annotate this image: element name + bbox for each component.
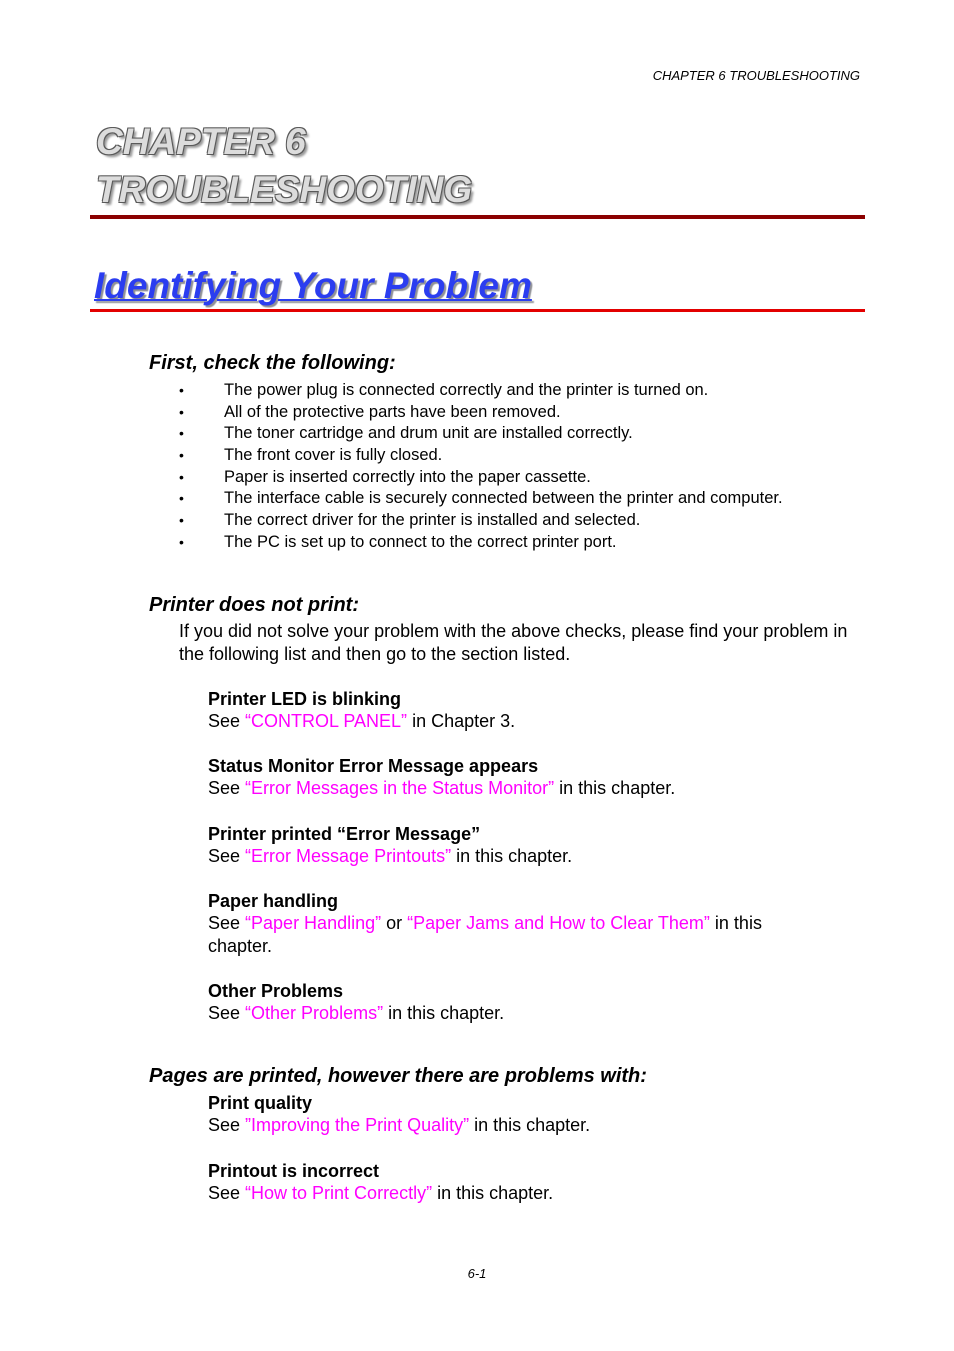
bullet-icon: • (179, 468, 184, 485)
does-not-print-heading: Printer does not print: (149, 594, 359, 616)
list-item-text: The correct driver for the printer is installed and selected. (224, 511, 641, 530)
problem-reference: See “Paper Handling” or “Paper Jams and How to Clear Them” in this chapter. (208, 913, 762, 956)
reference-link[interactable]: “Paper Jams and How to Clear Them” (407, 913, 710, 933)
problem-status-monitor (208, 755, 848, 800)
checklist (0, 380, 783, 554)
problem-reference: See “Error Messages in the Status Monitor” in this chapter. (208, 778, 676, 798)
problem-title: Print quality (208, 1093, 313, 1113)
list-item-text: The power plug is connected correctly and the printer is turned on. (224, 381, 709, 399)
problem-title: Printer printed “Error Message” (208, 824, 481, 844)
problem-title: Other Problems (208, 981, 344, 1001)
reference-link[interactable]: ”Improving the Print Quality” (245, 1115, 470, 1135)
list-item (0, 423, 783, 445)
problem-led-blinking (208, 688, 848, 733)
list-item-text: The front cover is fully closed. (224, 446, 443, 465)
list-item (0, 488, 783, 510)
bullet-icon: • (179, 512, 184, 529)
bullet-icon: • (179, 490, 184, 507)
list-item-text: All of the protective parts have been removed. (224, 402, 561, 421)
page-number: 6-1 (467, 1266, 487, 1281)
list-item-text: The PC is set up to connect to the correct printer port. (224, 532, 617, 551)
reference-link[interactable]: “CONTROL PANEL” (245, 711, 408, 731)
problem-reference: See “How to Print Correctly” in this chapter. (208, 1183, 554, 1203)
list-item-text: Paper is inserted correctly into the paper cassette. (224, 467, 591, 486)
reference-link[interactable]: “Other Problems” (245, 1003, 384, 1023)
chapter-title (96, 118, 472, 214)
list-item-text: The interface cable is securely connected between the printer and computer. (224, 489, 783, 508)
list-item (0, 510, 783, 532)
does-not-print-intro: If you did not solve your problem with the above checks, please find your problem in the following list and then go to the section listed. (179, 621, 848, 664)
list-item (0, 402, 783, 424)
reference-link[interactable]: “Paper Handling” (245, 913, 382, 933)
list-item (0, 380, 783, 402)
reference-link[interactable]: “Error Message Printouts” (245, 846, 452, 866)
problem-title: Printout is incorrect (208, 1161, 380, 1181)
problem-title: Status Monitor Error Message appears (208, 756, 539, 776)
problem-error-message-printed (208, 823, 848, 868)
reference-link[interactable]: “How to Print Correctly” (245, 1183, 433, 1203)
section-title: Identifying Your Problem (94, 265, 532, 306)
problem-reference: See ”Improving the Print Quality” in this chapter. (208, 1115, 591, 1135)
checks-heading: First, check the following: (149, 352, 396, 374)
bullet-icon: • (179, 447, 184, 464)
chapter-title-line-1: CHAPTER 6 (96, 121, 306, 162)
problem-printout-incorrect (208, 1160, 848, 1205)
problem-reference: See “CONTROL PANEL” in Chapter 3. (208, 711, 516, 731)
problem-reference: See “Other Problems” in this chapter. (208, 1003, 505, 1023)
bullet-icon: • (179, 425, 184, 442)
running-head: CHAPTER 6 TROUBLESHOOTING (652, 68, 860, 83)
problem-reference: See “Error Message Printouts” in this chapter. (208, 846, 573, 866)
problem-title: Paper handling (208, 891, 339, 911)
bullet-icon: • (179, 403, 184, 420)
bullet-icon: • (179, 533, 184, 550)
print-problems-heading: Pages are printed, however there are problems with: (149, 1065, 647, 1087)
list-item (0, 532, 783, 554)
section-divider (90, 309, 865, 312)
chapter-title-line-2: TROUBLESHOOTING (96, 169, 473, 210)
problem-print-quality (208, 1092, 848, 1137)
reference-link[interactable]: “Error Messages in the Status Monitor” (245, 778, 555, 798)
bullet-icon: • (179, 382, 184, 398)
problem-paper-handling (208, 890, 808, 957)
problem-title: Printer LED is blinking (208, 689, 402, 709)
list-item-text: The toner cartridge and drum unit are installed correctly. (224, 424, 633, 443)
list-item (0, 445, 783, 467)
problem-other-problems (208, 980, 848, 1025)
list-item (0, 467, 783, 489)
chapter-divider (90, 215, 865, 219)
